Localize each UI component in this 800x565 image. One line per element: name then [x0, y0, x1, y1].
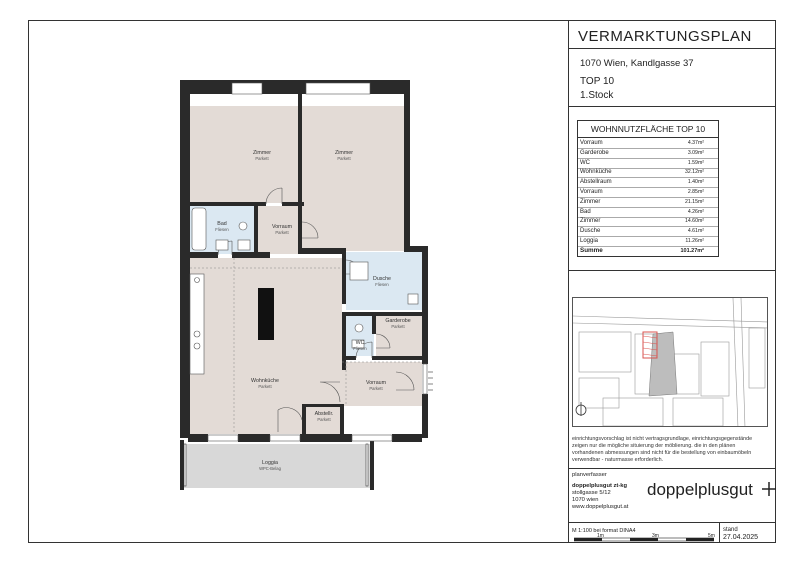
area-row [578, 188, 718, 198]
area-row [578, 149, 718, 159]
area-room-value: 21.15m² [684, 198, 704, 205]
divider [719, 522, 720, 543]
room-zimmer1 [240, 150, 284, 162]
room-loggia [250, 460, 290, 472]
room-floor: Parkett [275, 230, 289, 235]
company-web: www.doppelplusgut.at [572, 504, 629, 510]
room-name: Wohnküche [251, 378, 279, 384]
area-sum-row [578, 246, 718, 256]
room-floor: WPC-Belag [259, 466, 281, 471]
area-row [578, 178, 718, 188]
area-room-value: 1.40m² [687, 179, 704, 186]
room-floor: Parkett [258, 384, 272, 389]
room-dusche [364, 276, 400, 288]
room-vorraum1 [262, 224, 302, 236]
scale-bar [574, 532, 714, 544]
divider [568, 106, 776, 107]
room-floor: Parkett [317, 417, 331, 422]
north-arrow-icon [576, 402, 586, 416]
area-room-name: Garderobe [580, 149, 609, 156]
area-room-value: 4.61m² [687, 228, 704, 235]
divider [568, 270, 776, 271]
room-bad [208, 221, 236, 233]
entry-marks [428, 372, 433, 390]
sum-label: Summe [580, 247, 603, 254]
room-wohnkueche [240, 378, 290, 390]
site-map [573, 298, 768, 427]
area-room-name: Abstellraum [580, 179, 612, 186]
scale-1m: 1m [597, 533, 604, 539]
area-room-value: 32.12m² [684, 169, 704, 176]
scale-3m: 3m [652, 533, 659, 539]
scale-5m: 5m [708, 533, 715, 539]
area-room-name: Vorraum [580, 140, 603, 146]
location-map [572, 297, 768, 427]
plan-date: 27.04.2025 [723, 534, 759, 541]
room-zimmer2 [322, 150, 366, 162]
room-garderobe [376, 318, 420, 330]
area-table [577, 120, 719, 257]
room-name: Vorraum [365, 380, 387, 386]
room-floor: Parkett [391, 324, 405, 329]
room-wc [348, 340, 372, 352]
room-name: WC [355, 340, 365, 346]
divider [568, 468, 776, 469]
room-floor: Parkett [369, 386, 383, 391]
area-room-name: Vorraum [580, 189, 603, 195]
room-floor: Fliesen [215, 227, 229, 232]
unit-label: TOP 10 [580, 76, 615, 87]
room-name: Dusche [373, 276, 391, 282]
planner-label: planverfasser [572, 472, 607, 478]
area-room-value: 2.85m² [687, 189, 704, 195]
area-table-title: WOHNNUTZFLÄCHE TOP 10 [578, 121, 718, 138]
divider [568, 522, 776, 523]
room-name: Bad [217, 221, 227, 227]
area-room-value: 4.26m² [687, 208, 704, 215]
plan-title: VERMARKTUNGSPLAN [578, 28, 752, 45]
area-room-name: Zimmer [580, 198, 601, 205]
room-name: Vorraum [271, 224, 293, 230]
area-room-value: 3.09m² [687, 149, 704, 156]
room-name: Zimmer [253, 150, 271, 156]
company-logo [647, 480, 753, 500]
area-room-value: 4.37m² [687, 140, 704, 146]
planner-address [572, 483, 628, 511]
address: 1070 Wien, Kandlgasse 37 [580, 58, 694, 69]
area-row [578, 168, 718, 178]
area-room-name: Loggia [580, 238, 599, 244]
room-floor: Parkett [255, 156, 269, 161]
stand-label: stand [723, 527, 738, 533]
room-name: Zimmer [335, 150, 353, 156]
area-row [578, 217, 718, 227]
room-abstell [306, 411, 342, 423]
area-room-value: 11.26m² [685, 238, 704, 244]
room-floor: Fliesen [375, 282, 389, 287]
area-row [578, 139, 718, 149]
area-room-name: Bad [580, 208, 591, 215]
divider [568, 48, 776, 49]
area-row [578, 198, 718, 208]
company-street: stollgasse 5/12 [572, 490, 611, 496]
floor-label: 1.Stock [580, 90, 614, 101]
company-name: doppelplusgut zt-kg [572, 483, 628, 489]
sum-value: 101.27m² [680, 248, 704, 254]
room-floor: Parkett [337, 156, 351, 161]
area-room-name: Zimmer [580, 218, 601, 225]
area-room-name: Dusche [580, 228, 601, 235]
kitchen-island [258, 288, 274, 340]
room-vorraum2 [356, 380, 396, 392]
zimmer2-fill [302, 106, 406, 251]
room-name: Abstellr. [314, 411, 334, 417]
room-floor: Fliesen [353, 346, 367, 351]
area-row [578, 227, 718, 237]
company-city: 1070 wien [572, 497, 599, 503]
area-room-name: Wohnküche [580, 169, 612, 176]
disclaimer-note: einrichtungsvorschlag ist nicht vertragsgrundlage, einrichtungsgegenstände zeigen nur die mögliche situierung der möblierung. die in den plänen vorhandenen abmessungen sind nicht für die bestellung von einbaumöbeln verwendbar - naturmasse erforderlich. [572, 436, 753, 463]
room-name: Loggia [262, 460, 278, 466]
scale-label: M 1:100 bei format DINA4 [572, 528, 636, 534]
area-room-name: WC [580, 159, 590, 166]
area-row [578, 208, 718, 218]
area-row [578, 159, 718, 169]
room-name: Garderobe [385, 318, 411, 324]
logo-text: doppelplusgut [647, 480, 753, 499]
area-room-value: 14.60m² [684, 218, 704, 225]
plus-icon [762, 480, 776, 498]
area-room-value: 1.59m² [687, 159, 704, 166]
